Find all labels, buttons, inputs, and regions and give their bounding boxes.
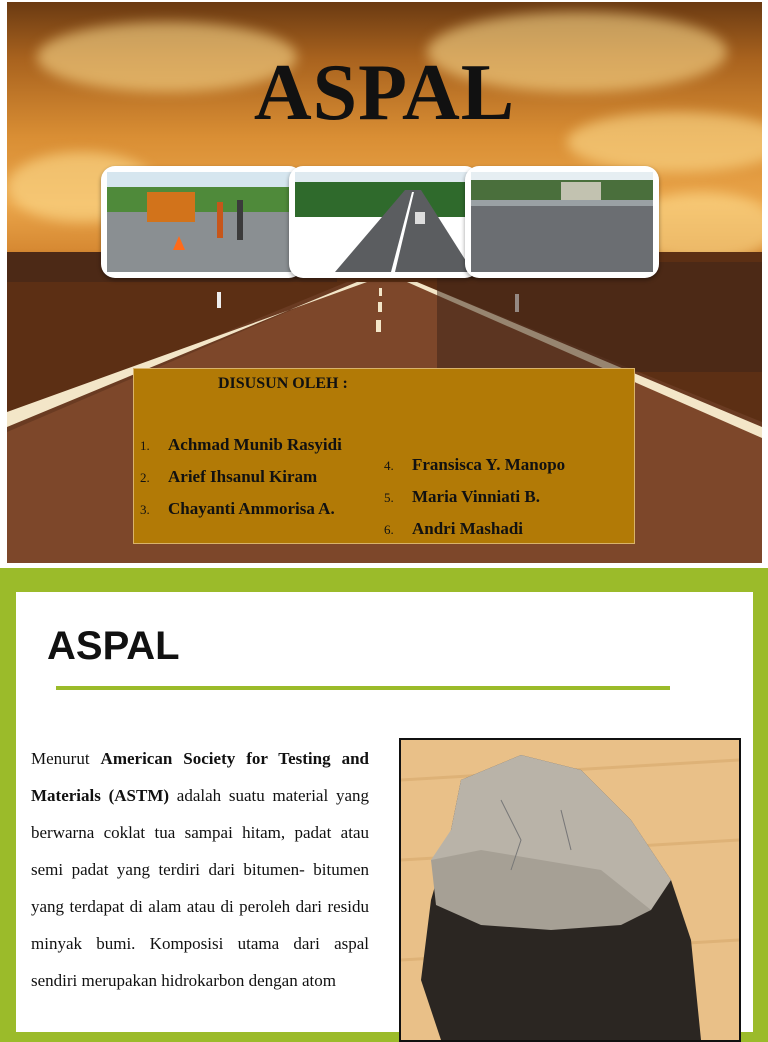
street-photo	[471, 172, 653, 272]
definition-source: American Society for Testing and Materials (ASTM)	[31, 749, 369, 805]
authors-heading: DISUSUN OLEH :	[218, 375, 348, 392]
asphalt-rock-photo	[401, 740, 739, 1040]
street-photo-frame	[465, 166, 659, 278]
author-item: 2. Arief Ihsanul Kiram	[140, 467, 318, 486]
highway-photo	[295, 172, 473, 272]
slide-title: ASPAL	[47, 624, 180, 668]
author-item: 1. Achmad Munib Rasyidi	[140, 435, 342, 454]
title-slide-background	[7, 2, 762, 563]
author-item: 6. Andri Mashadi	[384, 519, 523, 538]
workers-photo-frame	[101, 166, 303, 278]
workers-photo	[107, 172, 295, 272]
slide-title: ASPAL	[253, 49, 516, 137]
author-item: 4. Fransisca Y. Manopo	[384, 455, 566, 474]
authors-panel	[133, 368, 635, 544]
author-item: 3. Chayanti Ammorisa A.	[140, 499, 335, 518]
author-item: 5. Maria Vinniati B.	[384, 487, 540, 506]
title-underline	[56, 686, 670, 690]
definition-text: Menurut American Society for Testing and Materials (ASTM) adalah suatu material yang berwarna coklat tua sampai hitam, padat atau semi padat yang terdiri dari bitumen- bitumen yang terdapat di alam atau di peroleh dari residu minyak bumi. Komposisi utama dari aspal sendiri merupakan hidrokarbon dengan atom	[31, 749, 369, 990]
asphalt-rock-photo-frame	[399, 738, 741, 1042]
highway-photo-frame	[289, 166, 479, 278]
definition-slide	[16, 592, 753, 1032]
